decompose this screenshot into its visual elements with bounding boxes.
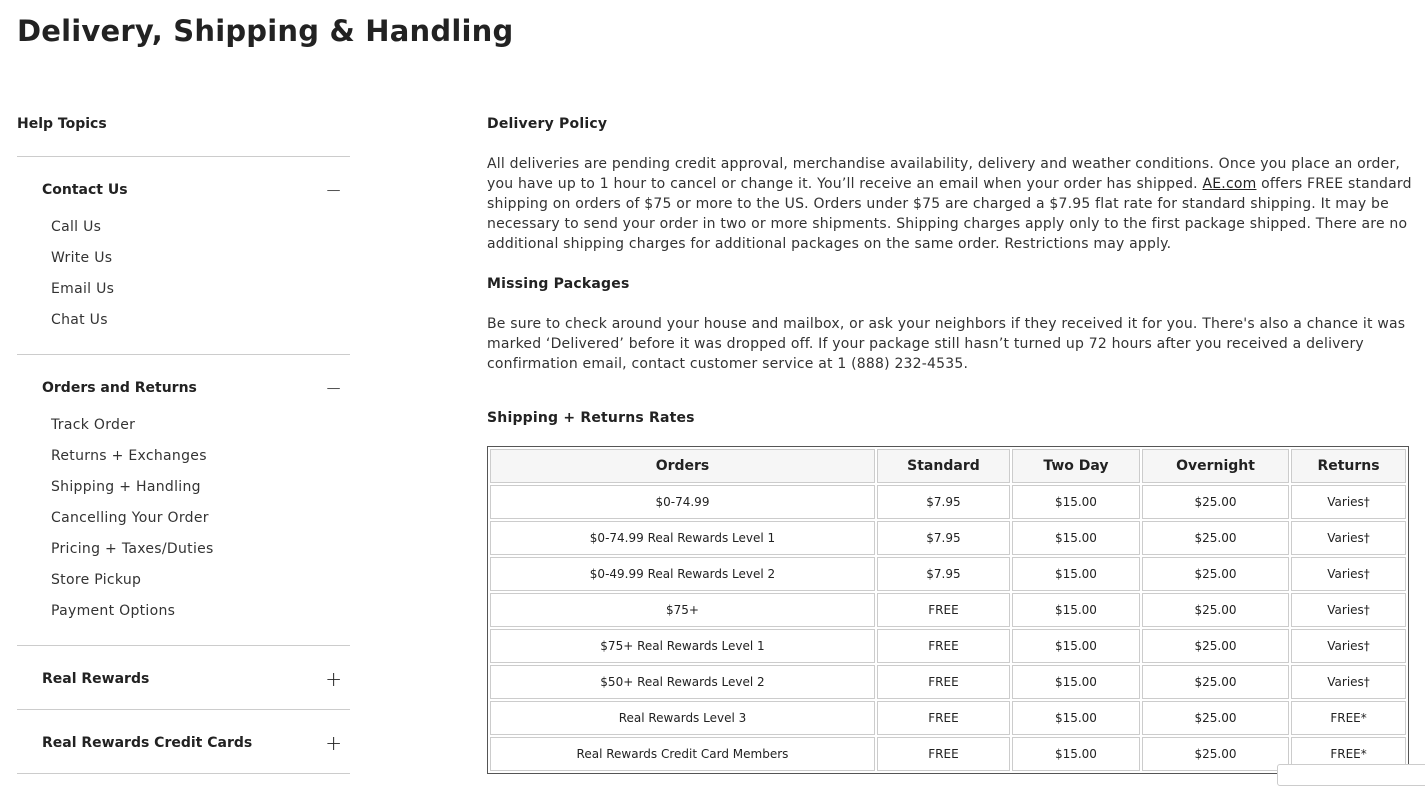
table-row: [490, 485, 1406, 519]
table-cell: Varies†: [1291, 521, 1406, 555]
sidebar-section: [17, 710, 350, 774]
table-row: [490, 629, 1406, 663]
table-cell: $15.00: [1012, 629, 1140, 663]
table-cell: Real Rewards Level 3: [490, 701, 875, 735]
table-cell: $25.00: [1142, 521, 1289, 555]
sidebar-section-header[interactable]: [17, 666, 350, 691]
table-cell: $7.95: [877, 485, 1010, 519]
sidebar-section-header[interactable]: [17, 730, 350, 755]
table-cell: $75+: [490, 593, 875, 627]
delivery-policy-heading: Delivery Policy: [487, 116, 608, 132]
page-title: Delivery, Shipping & Handling: [17, 14, 514, 48]
table-cell: $15.00: [1012, 665, 1140, 699]
table-cell: FREE: [877, 737, 1010, 771]
sidebar-link[interactable]: Shipping + Handling: [51, 479, 201, 495]
expand-icon[interactable]: +: [325, 730, 342, 755]
table-cell: $0-74.99 Real Rewards Level 1: [490, 521, 875, 555]
table-cell: $15.00: [1012, 521, 1140, 555]
table-cell: $50+ Real Rewards Level 2: [490, 665, 875, 699]
sidebar-section-header[interactable]: [17, 375, 350, 400]
column-header: Two Day: [1012, 449, 1140, 483]
table-cell: FREE*: [1291, 737, 1406, 771]
delivery-text-part: offers FREE standard shipping on orders of $75 or more to the US. Orders under $75 are charged a $7.95 flat rate for standard shipping. It may be necessary to send your order in two or more shipments. Shipping charges apply only to the first package shipped. There are no additional shipping charges for additional packages on the same order. Restrictions may apply.: [487, 176, 1412, 252]
table-cell: $15.00: [1012, 557, 1140, 591]
column-header: Standard: [877, 449, 1010, 483]
section-label: Orders and Returns: [42, 379, 197, 396]
table-cell: $7.95: [877, 521, 1010, 555]
column-header: Orders: [490, 449, 875, 483]
sidebar-link[interactable]: Chat Us: [51, 312, 108, 328]
sidebar-link[interactable]: Call Us: [51, 219, 102, 235]
floating-widget[interactable]: [1277, 764, 1425, 786]
table-cell: $25.00: [1142, 701, 1289, 735]
section-label: Real Rewards Credit Cards: [42, 734, 253, 751]
table-row: [490, 665, 1406, 699]
table-cell: $0-49.99 Real Rewards Level 2: [490, 557, 875, 591]
table-row: [490, 737, 1406, 771]
missing-packages-text: Be sure to check around your house and mailbox, or ask your neighbors if they received it for you. There's also a chance it was marked ‘Delivered’ before it was dropped off. If your package still hasn’t turned up 72 hours after you received a delivery confirmation email, contact customer service at 1 (888) 232-4535.: [487, 316, 1406, 372]
sidebar-section: [17, 157, 350, 355]
table-cell: $15.00: [1012, 593, 1140, 627]
sidebar-link[interactable]: Email Us: [51, 281, 115, 297]
help-topics-heading: Help Topics: [17, 116, 350, 157]
table-row: [490, 593, 1406, 627]
table-cell: FREE: [877, 665, 1010, 699]
table-cell: Varies†: [1291, 593, 1406, 627]
delivery-policy-text: [487, 154, 1412, 254]
table-cell: Real Rewards Credit Card Members: [490, 737, 875, 771]
sidebar-link[interactable]: Returns + Exchanges: [51, 448, 207, 464]
table-row: [490, 557, 1406, 591]
table-cell: $15.00: [1012, 485, 1140, 519]
table-cell: $15.00: [1012, 701, 1140, 735]
sidebar-link[interactable]: Cancelling Your Order: [51, 510, 209, 526]
table-cell: $25.00: [1142, 629, 1289, 663]
table-cell: $25.00: [1142, 485, 1289, 519]
table-cell: FREE*: [1291, 701, 1406, 735]
section-label: Real Rewards: [42, 670, 150, 687]
missing-packages-heading: Missing Packages: [487, 276, 630, 292]
table-cell: FREE: [877, 593, 1010, 627]
sidebar-section-header[interactable]: [17, 177, 350, 202]
table-cell: $25.00: [1142, 737, 1289, 771]
table-cell: $75+ Real Rewards Level 1: [490, 629, 875, 663]
collapse-icon[interactable]: −: [325, 177, 342, 202]
table-cell: $25.00: [1142, 593, 1289, 627]
table-cell: Varies†: [1291, 557, 1406, 591]
table-cell: $0-74.99: [490, 485, 875, 519]
table-row: [490, 701, 1406, 735]
column-header: Overnight: [1142, 449, 1289, 483]
table-cell: Varies†: [1291, 665, 1406, 699]
column-header: Returns: [1291, 449, 1406, 483]
table-row: [490, 521, 1406, 555]
table-cell: FREE: [877, 629, 1010, 663]
sidebar-link[interactable]: Write Us: [51, 250, 113, 266]
rates-heading: Shipping + Returns Rates: [487, 410, 695, 426]
sidebar-link[interactable]: Store Pickup: [51, 572, 142, 588]
sidebar-link[interactable]: Payment Options: [51, 603, 176, 619]
table-cell: $15.00: [1012, 737, 1140, 771]
sidebar-section: [17, 355, 350, 646]
table-cell: Varies†: [1291, 485, 1406, 519]
table-cell: $25.00: [1142, 557, 1289, 591]
table-cell: $25.00: [1142, 665, 1289, 699]
main-content: [487, 114, 1412, 448]
table-cell: $7.95: [877, 557, 1010, 591]
ae-link[interactable]: AE.com: [1202, 176, 1257, 192]
section-label: Contact Us: [42, 181, 128, 198]
sidebar-link[interactable]: Track Order: [51, 417, 136, 433]
delivery-text-part: All deliveries are pending credit approval, merchandise availability, delivery and weather conditions. Once you place an order, you have up to 1 hour to cancel or change it. You’ll receive an email when your order has shipped.: [487, 156, 1401, 192]
rates-table: [487, 446, 1409, 774]
sidebar-section: [17, 646, 350, 710]
table-cell: Varies†: [1291, 629, 1406, 663]
sidebar-link[interactable]: Pricing + Taxes/Duties: [51, 541, 214, 557]
expand-icon[interactable]: +: [325, 666, 342, 691]
collapse-icon[interactable]: −: [325, 375, 342, 400]
table-cell: FREE: [877, 701, 1010, 735]
help-topics-sidebar: [17, 116, 350, 774]
